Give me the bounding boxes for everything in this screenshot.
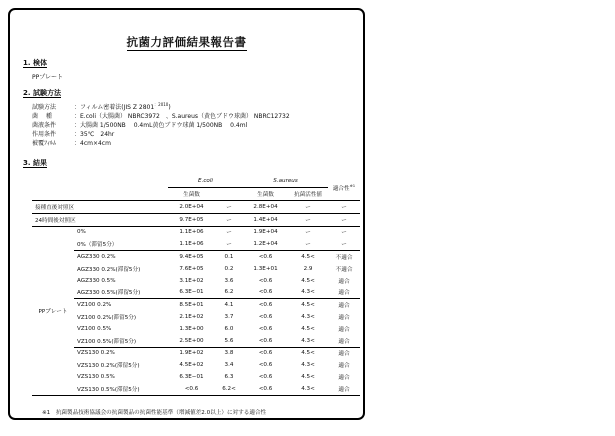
ecoli-activity-cell: ー: [215, 226, 243, 238]
ecoli-activity-cell: ー: [226, 242, 232, 249]
sample-name-cell: VZS130 0.5%: [77, 374, 115, 381]
ecoli-header: E.coli: [168, 175, 243, 188]
saureus-activity-cell: 4.5<: [301, 277, 315, 284]
sample-name-cell: 0%: [74, 226, 168, 238]
saureus-count-cell: <0.6: [243, 383, 288, 395]
sample-name-cell: AGZ330 0.2%: [74, 251, 168, 263]
method-label: 被覆ﾌｨﾙﾑ: [32, 140, 57, 147]
table-row: [32, 299, 360, 311]
saureus-activity-cell: 4.5<: [301, 325, 315, 332]
saureus-count-cell: <0.6: [258, 289, 273, 296]
method-value-end: ): [168, 104, 171, 111]
suitability-cell: 適合: [328, 383, 360, 395]
table-header-row: [32, 175, 360, 188]
ecoli-count-cell: 2.0E+04: [168, 201, 215, 214]
saureus-activity-cell: 2.9: [303, 265, 313, 272]
sample-name-cell: VZ100 0.5%(滞留5分): [77, 338, 137, 345]
table-row: [32, 201, 360, 214]
saureus-activity-cell: ー: [288, 213, 328, 226]
sample-name-cell: VZS130 0.2%: [74, 347, 168, 359]
saureus-activity-cell: 4.3<: [301, 337, 315, 344]
sample-name-cell: VZ100 0.2%(滞留5分): [77, 315, 137, 322]
ecoli-count-cell: 1.3E+00: [179, 325, 204, 332]
saureus-activity-cell: 4.5<: [288, 347, 328, 359]
ecoli-activity-cell: 0.2: [224, 265, 234, 272]
suitability-cell: ー: [341, 242, 347, 249]
sample-name-cell: VZ100 0.5%: [77, 325, 112, 332]
saureus-count-cell: <0.6: [258, 277, 273, 284]
results-table: [32, 175, 360, 396]
ecoli-count-cell: 6.3E−01: [179, 374, 204, 381]
sample-name-cell: VZS130 0.5%(滞留5分): [74, 383, 168, 395]
saureus-count-cell: 2.8E+04: [243, 201, 288, 214]
ecoli-count-cell: <0.6: [168, 383, 215, 395]
saureus-count-cell: <0.6: [258, 314, 273, 321]
saureus-activity-cell: 4.5<: [301, 374, 315, 381]
suitability-cell: 不適合: [335, 266, 353, 273]
ecoli-activity-cell: 5.6: [224, 337, 234, 344]
section-sample-heading: 1. 検体: [23, 59, 47, 67]
method-label: 作用条件: [32, 131, 57, 138]
ecoli-count-cell: 7.6E+05: [179, 265, 204, 272]
table-row: [32, 251, 360, 263]
ecoli-activity-cell: 6.3: [224, 374, 234, 381]
table-row: [32, 263, 360, 275]
table-row: [32, 335, 360, 347]
saureus-count-cell: <0.6: [243, 251, 288, 263]
sample-name-cell: AGZ330 0.5%(滞留5分): [77, 290, 141, 297]
control-name-cell: 接種直後対照区: [32, 201, 168, 214]
method-value: ：35℃ 24hr: [74, 131, 115, 138]
report-document: [8, 8, 365, 420]
suitability-cell: 適合: [338, 363, 350, 370]
table-row: [32, 226, 360, 238]
saureus-activity-cell: 4.5<: [288, 251, 328, 263]
sample-name-cell: AGZ330 0.2%(滞留5分): [77, 266, 141, 273]
method-label: 菌液条件: [32, 122, 57, 129]
table-subheader-row: [32, 188, 360, 201]
sample-name-cell: 0%（滞留5分）: [77, 242, 118, 249]
footnote: ※1 抗菌製品技術協議会の抗菌製品の抗菌性能基準（増減値差2.0以上）に対する適合性: [42, 410, 267, 416]
saureus-count-cell: <0.6: [258, 337, 273, 344]
suitability-cell: 不適合: [328, 251, 360, 263]
ecoli-count-cell: 1.9E+02: [168, 347, 215, 359]
ecoli-count-cell: 1.1E+06: [168, 226, 215, 238]
ecoli-activity-cell: 6.2: [224, 289, 234, 296]
ecoli-activity-cell: 3.4: [224, 362, 234, 369]
suitability-cell: 適合: [328, 347, 360, 359]
sample-value: PPプレート: [32, 74, 63, 81]
ecoli-count-header: 生菌数: [183, 192, 200, 198]
ecoli-activity-cell: 6.0: [224, 325, 234, 332]
ecoli-activity-cell: 4.1: [215, 299, 243, 311]
suitability-cell: ー: [328, 201, 360, 214]
saureus-activity-cell: 4.5<: [288, 299, 328, 311]
group-label-cell: PPプレート: [32, 226, 74, 395]
table-row: [32, 238, 360, 250]
suitability-cell: ー: [328, 226, 360, 238]
sample-name-cell: VZS130 0.2%(滞留5分): [77, 363, 140, 370]
method-sup: ：2010: [154, 102, 169, 107]
suitability-cell: 適合: [328, 299, 360, 311]
ecoli-count-cell: 2.1E+02: [179, 314, 204, 321]
ecoli-activity-cell: 6.2<: [215, 383, 243, 395]
ecoli-activity-cell: 0.1: [215, 251, 243, 263]
saureus-count-cell: 1.3E+01: [253, 265, 278, 272]
ecoli-count-cell: 3.1E+02: [179, 277, 204, 284]
table-row: [32, 213, 360, 226]
table-row: [32, 323, 360, 335]
table-row: [32, 383, 360, 395]
method-label: 試験方法: [32, 104, 57, 111]
suitability-cell: 適合: [338, 338, 350, 345]
ecoli-count-cell: 1.1E+06: [179, 241, 204, 248]
table-row: [32, 347, 360, 359]
ecoli-activity-cell: 3.6: [224, 277, 234, 284]
method-value: ：E.coli（大腸菌） NBRC3972 、S.aureus（黄色ブドウ球菌） NBRC12732: [74, 113, 290, 120]
method-row-liquid: [32, 120, 247, 129]
saureus-count-cell: <0.6: [258, 374, 273, 381]
saureus-activity-cell: 4.3<: [301, 362, 315, 369]
ecoli-activity-cell: 3.8: [215, 347, 243, 359]
ecoli-activity-cell: ー: [215, 201, 243, 214]
ecoli-count-cell: 2.5E+00: [179, 337, 204, 344]
suitability-cell: 適合: [338, 375, 350, 382]
table-row: [32, 287, 360, 299]
suitability-header: 適合性$^{※1}$: [332, 183, 356, 192]
ecoli-count-cell: 4.5E+02: [179, 362, 204, 369]
saureus-activity-cell: ー: [288, 226, 328, 238]
saureus-count-header: 生菌数: [257, 192, 274, 198]
table-row: [32, 275, 360, 287]
ecoli-count-cell: 9.7E+05: [168, 213, 215, 226]
method-value: ：大腸菌 1/500NB 0.4mL黄色ブドウ球菌 1/500NB 0.4ml: [74, 122, 248, 129]
section-method-heading: 2. 試験方法: [23, 89, 61, 97]
saureus-activity-cell: ー: [305, 242, 311, 249]
suitability-cell: 適合: [338, 278, 350, 285]
ecoli-count-cell: 9.4E+05: [168, 251, 215, 263]
table-row: [32, 311, 360, 323]
ecoli-count-cell: 8.5E+01: [168, 299, 215, 311]
method-row-test-method: [32, 102, 171, 111]
saureus-activity-cell: 4.3<: [301, 314, 315, 321]
saureus-count-cell: <0.6: [243, 299, 288, 311]
saureus-count-cell: 1.2E+04: [253, 241, 278, 248]
ecoli-activity-cell: 3.7: [224, 314, 234, 321]
saureus-activity-header: 抗菌活性値: [294, 192, 323, 198]
saureus-activity-cell: ー: [288, 201, 328, 214]
saureus-count-cell: 1.9E+04: [243, 226, 288, 238]
method-value: ：4cm×4cm: [74, 140, 111, 147]
saureus-count-cell: 1.4E+04: [243, 213, 288, 226]
control-name-cell: 24時間後対照区: [32, 213, 168, 226]
method-value: ：フィルム密着法(JIS Z 2801: [74, 104, 155, 111]
table-row: [32, 359, 360, 371]
method-row-film: [32, 138, 111, 147]
report-title: 抗菌力評価結果報告書: [126, 35, 247, 49]
suitability-cell: 適合: [338, 326, 350, 333]
method-row-species: [32, 111, 290, 120]
suitability-cell: ー: [328, 213, 360, 226]
ecoli-count-cell: 6.3E−01: [179, 289, 204, 296]
suitability-cell: 適合: [338, 290, 350, 297]
ecoli-activity-cell: ー: [215, 213, 243, 226]
saureus-activity-cell: 4.3<: [288, 383, 328, 395]
sample-name-cell: AGZ330 0.5%: [77, 277, 116, 284]
suitability-cell: 適合: [338, 315, 350, 322]
method-label: 菌 種: [32, 113, 52, 120]
saureus-count-cell: <0.6: [258, 325, 273, 332]
saureus-activity-cell: 4.3<: [301, 289, 315, 296]
saureus-header: S.aureus: [243, 175, 328, 188]
sample-name-cell: VZ100 0.2%: [74, 299, 168, 311]
section-result-heading: 3. 結果: [23, 159, 47, 167]
table-row: [32, 371, 360, 383]
saureus-count-cell: <0.6: [258, 362, 273, 369]
method-row-action: [32, 129, 114, 138]
saureus-count-cell: <0.6: [243, 347, 288, 359]
